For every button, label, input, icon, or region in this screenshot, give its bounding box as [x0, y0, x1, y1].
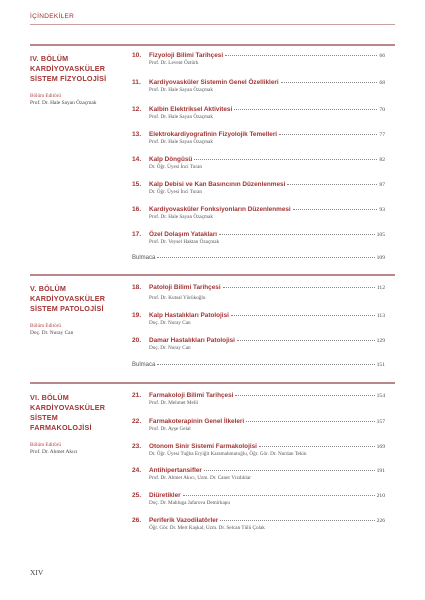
chapter-author: Doç. Dr. Mahluga Jafarova Demirkapu [149, 500, 230, 506]
puzzle-label[interactable]: Bulmaca [132, 255, 156, 261]
chapter-title[interactable]: Fizyoloji Bilimi Tarihçesi [149, 52, 224, 59]
leader-dots [234, 109, 377, 110]
chapter-page: 226 [376, 518, 385, 524]
chapter-title[interactable]: Farmakoterapinin Genel İlkeleri [149, 418, 245, 425]
leader-dots [220, 520, 374, 521]
section-title-line: KARDİYOVASKÜLER [30, 294, 106, 303]
section-4-heading [30, 54, 130, 106]
toc-entry[interactable] [132, 156, 385, 170]
section-title-line: KARDİYOVASKÜLER [30, 403, 106, 412]
chapter-page: 68 [379, 80, 385, 86]
chapter-title[interactable]: Kardiyovasküler Sistemin Genel Özellikleri [149, 79, 279, 86]
section-title-line: KARDİYOVASKÜLER [30, 64, 106, 73]
chapter-title[interactable]: Diüretikler [149, 492, 181, 499]
leader-dots [259, 446, 375, 447]
section-6-heading [30, 393, 130, 455]
chapter-title[interactable]: Özel Dolaşım Yatakları [149, 231, 218, 238]
chapter-author: Prof. Dr. Mehmet Melli [149, 400, 199, 406]
leader-dots [246, 421, 374, 422]
toc-entry[interactable] [132, 517, 385, 531]
toc-entry[interactable] [132, 392, 385, 406]
leader-dots [223, 287, 375, 288]
chapter-title[interactable]: Kalp Debisi ve Kan Basıncının Düzenlenmesi [149, 181, 286, 188]
chapter-number: 11. [132, 79, 141, 86]
leader-dots [237, 340, 375, 341]
chapter-author: Prof. Dr. Veysel Haktan Özaçmak [149, 239, 220, 245]
chapter-author: Öğr. Gör. Dr. Mert Kaşkal, Uzm. Dr. Selcan Tülü Çolak [149, 525, 265, 531]
puzzle-entry[interactable] [132, 362, 385, 368]
leader-dots [235, 395, 374, 396]
chapter-author: Prof. Dr. Hale Sayan Özaçmak [149, 114, 213, 120]
chapter-author: Prof. Dr. Hale Sayan Özaçmak [149, 87, 213, 93]
toc-entry[interactable] [132, 418, 385, 432]
section-editor-label: Bölüm Editörü [30, 442, 61, 448]
chapter-author: Doç. Dr. Nuray Can [149, 345, 191, 351]
chapter-title[interactable]: Kalbin Elektriksel Aktivitesi [149, 106, 233, 113]
chapter-author: Prof. Dr. Hale Sayan Özaçmak [149, 139, 213, 145]
leader-dots [281, 82, 378, 83]
chapter-number: 20. [132, 337, 142, 344]
toc-entry[interactable] [132, 79, 385, 93]
puzzle-page: 151 [376, 362, 385, 368]
chapter-page: 93 [379, 207, 385, 213]
chapter-author: Prof. Dr. Ayşe Gelal [149, 426, 191, 432]
chapter-author: Prof. Dr. Ahmet Akıcı, Uzm. Dr. Caner Vızdıklar [149, 475, 251, 481]
toc-entry[interactable] [132, 206, 385, 220]
chapter-number: 22. [132, 418, 142, 425]
chapter-author: Dr. Öğr. Üyesi İnci Turan [149, 189, 203, 195]
toc-entry[interactable] [132, 52, 385, 66]
section-title-line: SİSTEM [30, 413, 58, 422]
chapter-page: 113 [376, 313, 385, 319]
section-5-heading [30, 284, 130, 336]
section-title-line: SİSTEM PATOLOJİSİ [30, 304, 104, 313]
toc-entry[interactable] [132, 284, 385, 301]
chapter-title[interactable]: Antihipertansifler [149, 467, 202, 474]
toc-entry[interactable] [132, 106, 385, 120]
chapter-page: 87 [379, 182, 385, 188]
section-editor-label: Bölüm Editörü [30, 323, 61, 329]
chapter-title[interactable]: Kalp Döngüsü [149, 156, 193, 163]
toc-entry[interactable] [132, 181, 385, 195]
chapter-title[interactable]: Farmakoloji Bilimi Tarihçesi [149, 392, 234, 399]
chapter-number: 23. [132, 443, 142, 450]
chapter-author: Prof. Dr. Levent Öztürk [149, 60, 199, 66]
page-header-title: İÇİNDEKİLER [30, 13, 75, 20]
chapter-title[interactable]: Periferik Vazodilatörler [149, 517, 219, 524]
leader-dots [204, 470, 375, 471]
leader-dots [287, 184, 377, 185]
chapter-number: 21. [132, 392, 142, 399]
section-editor-name: Doç. Dr. Nuray Can [30, 330, 74, 336]
chapter-page: 129 [376, 338, 385, 344]
chapter-number: 10. [132, 52, 142, 59]
chapter-title[interactable]: Damar Hastalıkları Patolojisi [149, 337, 235, 344]
toc-entry[interactable] [132, 492, 385, 506]
chapter-page: 112 [376, 285, 385, 291]
puzzle-label[interactable]: Bulmaca [132, 362, 156, 368]
chapter-author: Dr. Öğr. Üyesi Tuğba Eryiğit Karamahmutoğlu, Öğr. Gör. Dr. Nurdan Tekin [149, 451, 307, 457]
chapter-page: 154 [376, 393, 385, 399]
section-editor-name: Prof. Dr. Hale Sayan Özaçmak [30, 100, 97, 106]
chapter-number: 24. [132, 467, 142, 474]
chapter-page: 77 [379, 132, 385, 138]
section-rule-6 [30, 382, 395, 384]
leader-dots [157, 257, 374, 258]
chapter-title[interactable]: Kardiyovasküler Fonksiyonların Düzenlenmesi [149, 206, 291, 213]
leader-dots [194, 159, 377, 160]
section-editor-name: Prof. Dr. Ahmet Akıcı [30, 449, 78, 455]
leader-dots [231, 315, 375, 316]
section-rule-5 [30, 274, 395, 276]
toc-entry[interactable] [132, 443, 385, 457]
chapter-number: 26. [132, 517, 142, 524]
chapter-author: Prof. Dr. Hale Sayan Özaçmak [149, 214, 213, 220]
leader-dots [183, 495, 375, 496]
header-rule [30, 24, 395, 25]
leader-dots [157, 364, 374, 365]
toc-entry[interactable] [132, 467, 385, 481]
chapter-number: 13. [132, 131, 142, 138]
chapter-page: 105 [376, 232, 385, 238]
chapter-page: 191 [376, 468, 385, 474]
chapter-page: 157 [376, 419, 385, 425]
toc-entry[interactable] [132, 131, 385, 145]
chapter-number: 15. [132, 181, 142, 188]
chapter-number: 12. [132, 106, 142, 113]
chapter-page: 66 [379, 53, 385, 59]
section-title-line: V. BÖLÜM [30, 284, 67, 293]
chapter-page: 70 [379, 107, 385, 113]
leader-dots [293, 209, 378, 210]
section-title-line: FARMAKOLOJİSİ [30, 423, 92, 432]
leader-dots [279, 134, 377, 135]
chapter-author: Doç. Dr. Nuray Can [149, 320, 191, 326]
leader-dots [219, 234, 375, 235]
toc-entry[interactable] [132, 231, 385, 245]
chapter-number: 14. [132, 156, 142, 163]
section-title-line: SİSTEM FİZYOLOJİSİ [30, 74, 107, 83]
chapter-author: Prof. Dr. Kutsal Yörükoğlu [149, 295, 206, 301]
section-title-line: VI. BÖLÜM [30, 393, 69, 402]
section-rule-4 [30, 44, 395, 46]
section-editor-label: Bölüm Editörü [30, 93, 61, 99]
section-title-line: IV. BÖLÜM [30, 54, 69, 63]
chapter-number: 19. [132, 312, 142, 319]
chapter-page: 82 [379, 157, 385, 163]
chapter-number: 16. [132, 206, 142, 213]
toc-entry[interactable] [132, 312, 385, 326]
page-number: XIV [30, 568, 44, 577]
toc-entry[interactable] [132, 337, 385, 351]
chapter-title[interactable]: Kalp Hastalıkları Patolojisi [149, 312, 229, 319]
leader-dots [225, 55, 377, 56]
chapter-number: 18. [132, 284, 142, 291]
chapter-title[interactable]: Patoloji Bilimi Tarihçesi [149, 284, 221, 291]
chapter-number: 25. [132, 492, 142, 499]
puzzle-page: 109 [376, 255, 385, 261]
chapter-page: 210 [376, 493, 385, 499]
chapter-title[interactable]: Elektrokardiyografinin Fizyolojik Temelleri [149, 131, 278, 138]
puzzle-entry[interactable] [132, 255, 385, 261]
chapter-author: Dr. Öğr. Üyesi İnci Turan [149, 164, 203, 170]
chapter-number: 17. [132, 231, 142, 238]
chapter-title[interactable]: Otonom Sinir Sistemi Farmakolojisi [149, 443, 257, 450]
chapter-page: 169 [376, 444, 385, 450]
